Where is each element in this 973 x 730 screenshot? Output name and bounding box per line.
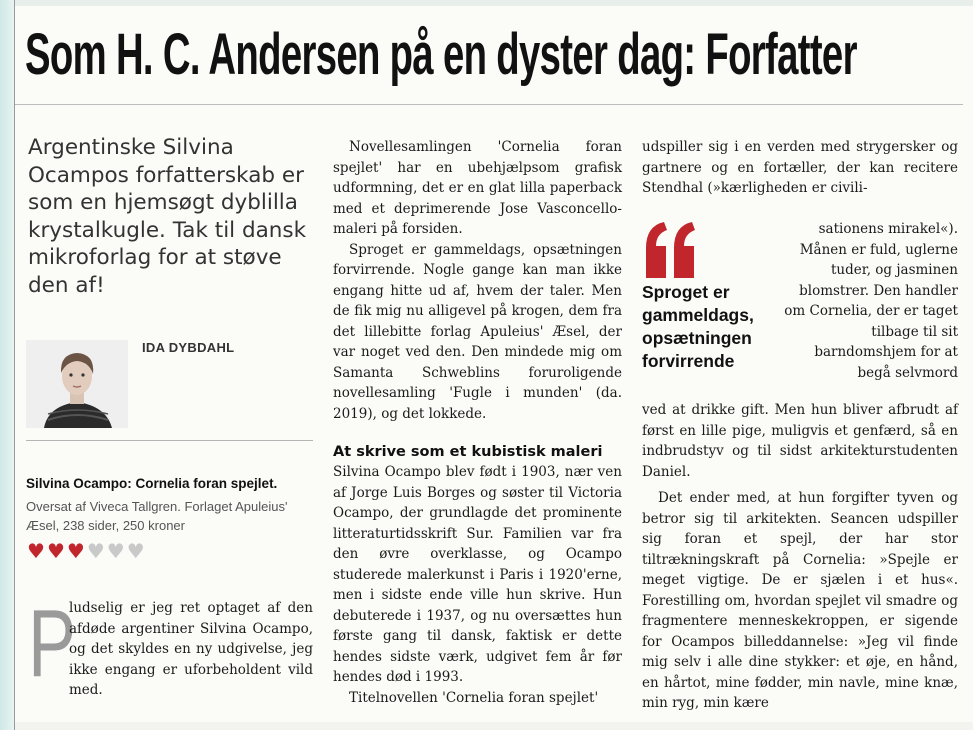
newspaper-page [15,6,973,730]
quote-mark-icon [642,216,702,286]
pull-quote: Sproget er gammeldags, opsætningen forvirrende [642,282,754,371]
heart-filled-icon: ♥ [27,539,45,563]
author-portrait [26,340,128,428]
column-3-paragraph-1: ved at drikke gift. Men hun bliver afbrudt af først en lille pige, muligvis et genfærd, så en indbrudstyv og til sidst arkitekturstudenten Daniel. [642,402,958,480]
column-3-top-text: udspiller sig i en verden med strygersker og gartnere og en fortæller, der kan recitere Stendhal (»kærligheden er civili- [642,139,958,196]
column-2 [333,137,622,708]
sidebar-divider [26,440,313,441]
column-2-paragraph-1: Novellesamlingen 'Cornelia foran spejlet' har en ubehjælpsom grafisk udformning, det er en glat lilla paperback med et deprimerende Jose Vasconcello-maleri på forsiden. [333,139,622,237]
column-2-paragraph-4: Titelnovellen 'Cornelia foran spejlet' [349,689,599,706]
column-3-narrow [778,219,958,383]
scan-edge-left [0,0,14,730]
column-3-narrow-text: sationens mirakel«). Månen er fuld, uglerne tuder, og jasminen blomstrer. Den handler om Cornelia, der er taget tilbage til sit barndomshjem for at begå selvmord [784,221,958,381]
column-3 [642,400,958,714]
book-title: Silvina Ocampo: Cornelia foran spejlet. [26,476,278,491]
book-info: Oversat af Viveca Tallgren. Forlaget Apuleius' Æsel, 238 sider, 250 kroner [26,499,288,533]
subheading: At skrive som et kubistisk maleri [333,444,603,460]
page-bottom-edge [15,722,973,730]
lead-paragraph: Argentinske Silvina Ocampos forfatterskab er som en hjemsøgt dyblilla krystalkugle. Tak til dansk mikroforlag for at støve den af! [28,135,307,298]
heart-filled-icon: ♥ [66,539,85,563]
headline-divider [15,104,963,105]
column-1-text: ludselig er jeg ret optaget af den afdøde argentiner Silvina Ocampo, og det skyldes en ny udgivelse, jeg ikke engang er uforbeholdent vild med. [69,600,313,698]
heart-empty-icon: ♥ [86,539,105,563]
byline: IDA DYBDAHL [142,340,235,355]
drop-cap: P [28,590,77,697]
headline: Som H. C. Andersen på en dyster dag: Forfatter [25,22,857,87]
heart-empty-icon: ♥ [126,539,145,563]
column-2-paragraph-2: Sproget er gammeldags, opsætningen forvirrende. Nogle gange kan man ikke engang hitte ud af, hvem der taler. Men de fik mig nu alligevel på krogen, dem fra det lillebitte forlag Apuleius' Æsel, der var noget ved den. Den mindede mig om Samanta Schweblins foruroligende novellesamling 'Fugle i munden' (da. 2019), og det lokkede. [333,241,622,422]
heart-filled-icon: ♥ [46,539,65,563]
column-3-paragraph-2: Det ender med, at hun forgifter tyven og betror sig til arkitekten. Seancen udspiller sig foran et spejl, der har stor tiltrækningskraft på Cornelia: »Spejle er meget vigtige. De er sjælen i et hus«. Forestilling om, hvordan spejlet vil smadre og fragmentere menneskekroppen, er sigende for Ocampos billeddannelse: »Jeg vil finde mig selv i alle dine stykker: et øje, en hånd, en hårtot, mine fødder, min navle, mine knæ, min ryg, min kære [642,490,958,711]
rating-hearts [27,541,147,561]
column-2-paragraph-3: Silvina Ocampo blev født i 1903, nær ven af Jorge Luis Borges og søster til Victoria Ocampo, der grundlagde det prominente litteraturtidsskrift Sur. Familien var fra den øvre overklasse, og Ocampo studerede malerkunst i Paris i 1920'erne, men i sidste ende ville hun skrive. Hun debuterede i 1937, og nu oversættes hun første gang til dansk, faktisk er dette hendes sidste værk, udgivet fem år før hendes død i 1993. [333,464,622,685]
heart-empty-icon: ♥ [106,539,125,563]
